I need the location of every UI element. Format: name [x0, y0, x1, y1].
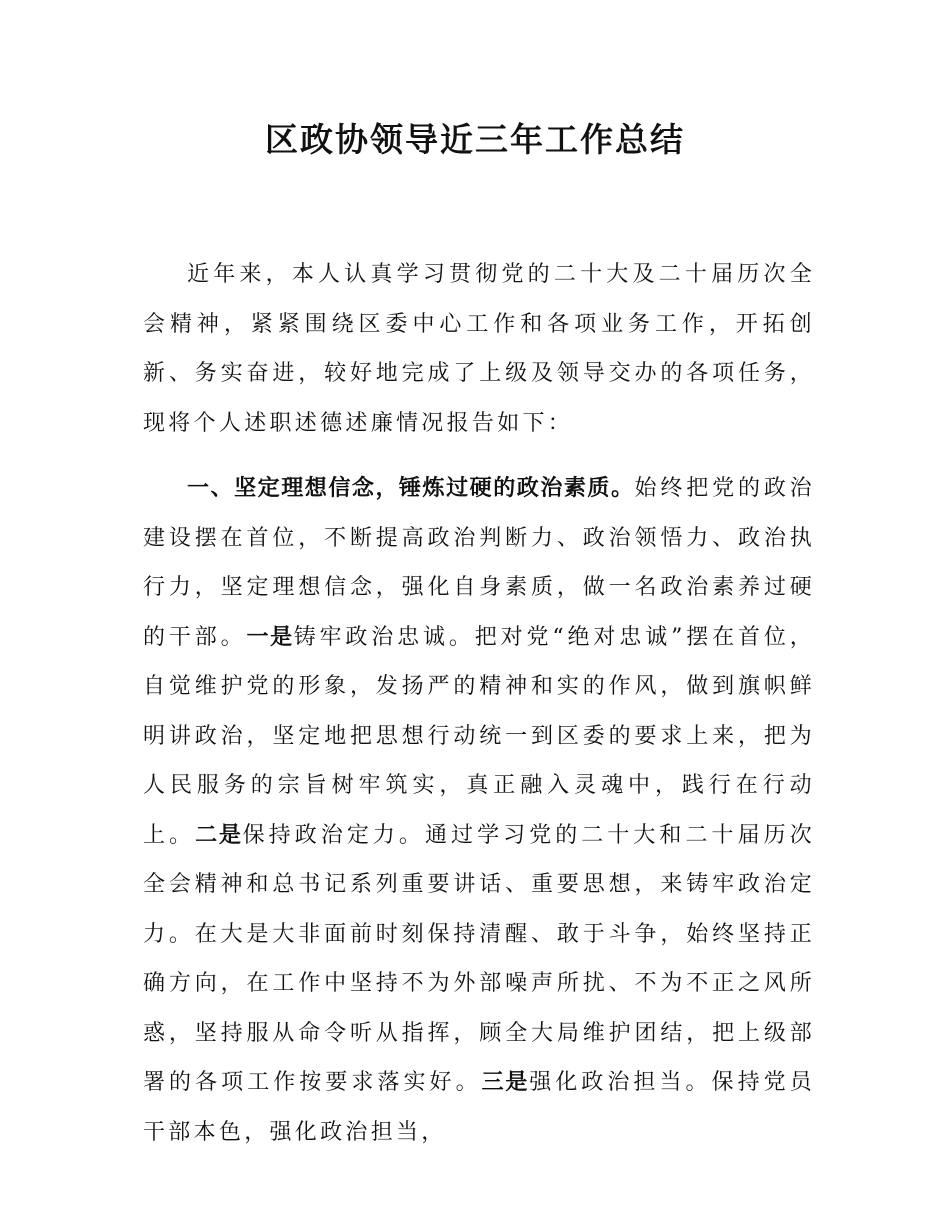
section-1-paragraph	[143, 464, 815, 1157]
point-1-label: 一是	[246, 624, 294, 650]
point-3-label: 三是	[481, 1070, 530, 1095]
document-title: 区政协领导近三年工作总结	[265, 120, 685, 159]
point-2-label: 二是	[195, 822, 243, 848]
section-1-lead: 始终把党的政治建设摆在首位，不断提高政治判断力、政治领悟力、政治执行力，坚定理想信念，强化自身素质，做一名政治素养过硬的干部。	[143, 476, 815, 650]
section-1-heading: 一、坚定理想信念，锤炼过硬的政治素质。	[187, 476, 635, 501]
point-2-text: 保持政治定力。通过学习党的二十大和二十届历次全会精神和总书记系列重要讲话、重要思想，来铸牢政治定力。在大是大非面前时刻保持清醒、敢于斗争，始终坚持正确方向，在工作中坚持不为外部噪声所扰、不为不正之风所惑，坚持服从命令听从指挥，顾全大局维护团结，把上级部署的各项工作按要求落实好。	[143, 822, 815, 1095]
point-1-text: 铸牢政治忠诚。把对党“绝对忠诚”摆在首位，自觉维护党的形象，发扬严的精神和实的作风，做到旗帜鲜明讲政治，坚定地把思想行动统一到区委的要求上来，把为人民服务的宗旨树牢筑实，真正融入灵魂中，践行在行动上。	[143, 624, 815, 848]
intro-paragraph: 近年来，本人认真学习贯彻党的二十大及二十届历次全会精神，紧紧围绕区委中心工作和各项业务工作，开拓创新、务实奋进，较好地完成了上级及领导交办的各项任务，现将个人述职述德述廉情况报告如下：	[143, 262, 815, 436]
point-3-text: 强化政治担当。保持党员干部本色，强化政治担当，	[143, 1070, 815, 1145]
